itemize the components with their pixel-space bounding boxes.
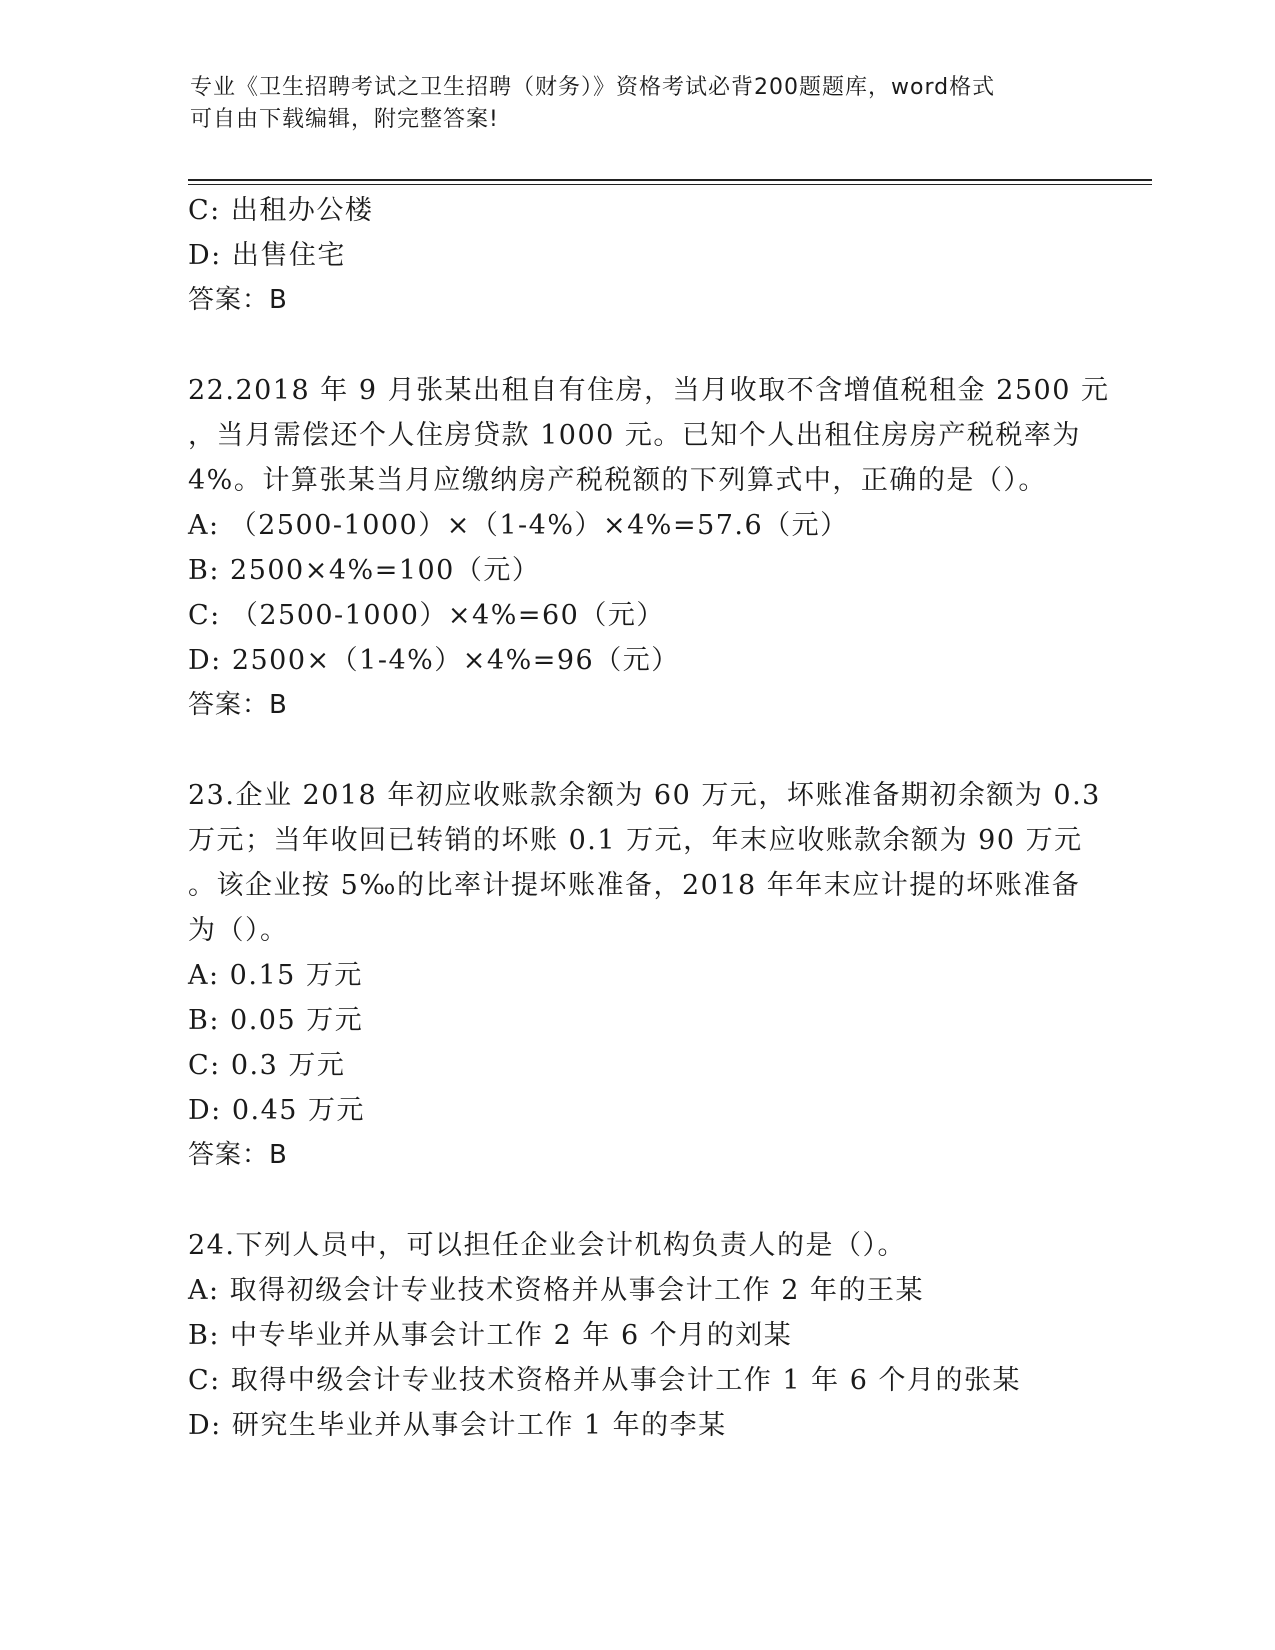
option-a: A: 0.15 万元 <box>188 960 363 991</box>
answer-line: 答案：B <box>188 690 288 720</box>
header-rule-thick <box>188 179 1152 181</box>
spacer <box>188 728 1088 773</box>
answer-line: 答案：B <box>188 1140 288 1170</box>
option-c: C: 出租办公楼 <box>188 195 374 226</box>
header-line-2: 可自由下载编辑，附完整答案! <box>190 107 499 132</box>
option-d: D: 研究生毕业并从事会计工作 1 年的李某 <box>188 1410 727 1441</box>
question-stem: 23.企业 2018 年初应收账款余额为 60 万元，坏账准备期初余额为 0.3 <box>188 780 1101 811</box>
option-d: D: 2500×（1-4%）×4%=96（元） <box>188 645 680 676</box>
question-content <box>188 188 1110 1448</box>
option-c: C: 0.3 万元 <box>188 1050 346 1081</box>
option-b: B: 0.05 万元 <box>188 1005 364 1036</box>
option-b: B: 中专毕业并从事会计工作 2 年 6 个月的刘某 <box>188 1320 793 1351</box>
spacer <box>188 323 1088 368</box>
question-stem: 24.下列人员中，可以担任企业会计机构负责人的是（）。 <box>188 1230 906 1261</box>
header-line-1: 专业《卫生招聘考试之卫生招聘（财务）》资格考试必背200题题库，word格式 <box>190 75 996 100</box>
header-rule-thin <box>188 184 1152 185</box>
option-c: C: 取得中级会计专业技术资格并从事会计工作 1 年 6 个月的张某 <box>188 1365 1022 1396</box>
option-c: C: （2500-1000）×4%=60（元） <box>188 600 665 631</box>
option-a: A: 取得初级会计专业技术资格并从事会计工作 2 年的王某 <box>188 1275 925 1306</box>
option-a: A: （2500-1000）×（1-4%）×4%=57.6（元） <box>188 510 849 541</box>
question-stem: 22.2018 年 9 月张某出租自有住房，当月收取不含增值税租金 2500 元 <box>188 375 1110 406</box>
question-24 <box>188 1223 1088 1448</box>
question-21-tail <box>188 188 1088 323</box>
spacer <box>188 1178 1088 1223</box>
question-stem: 4%。计算张某当月应缴纳房产税税额的下列算式中，正确的是（）。 <box>188 465 1047 496</box>
answer-line: 答案：B <box>188 285 288 315</box>
question-stem: 。该企业按 5‰的比率计提坏账准备，2018 年年末应计提的坏账准备 <box>188 870 1081 901</box>
question-stem: 为（）。 <box>188 915 289 946</box>
option-d: D: 0.45 万元 <box>188 1095 366 1126</box>
question-23 <box>188 773 1101 1178</box>
question-stem: 万元；当年收回已转销的坏账 0.1 万元，年末应收账款余额为 90 万元 <box>188 825 1083 856</box>
option-d: D: 出售住宅 <box>188 240 346 271</box>
question-stem: ，当月需偿还个人住房贷款 1000 元。已知个人出租住房房产税税率为 <box>188 420 1081 451</box>
question-22 <box>188 368 1110 728</box>
option-b: B: 2500×4%=100（元） <box>188 555 541 586</box>
page-header <box>190 72 1090 136</box>
